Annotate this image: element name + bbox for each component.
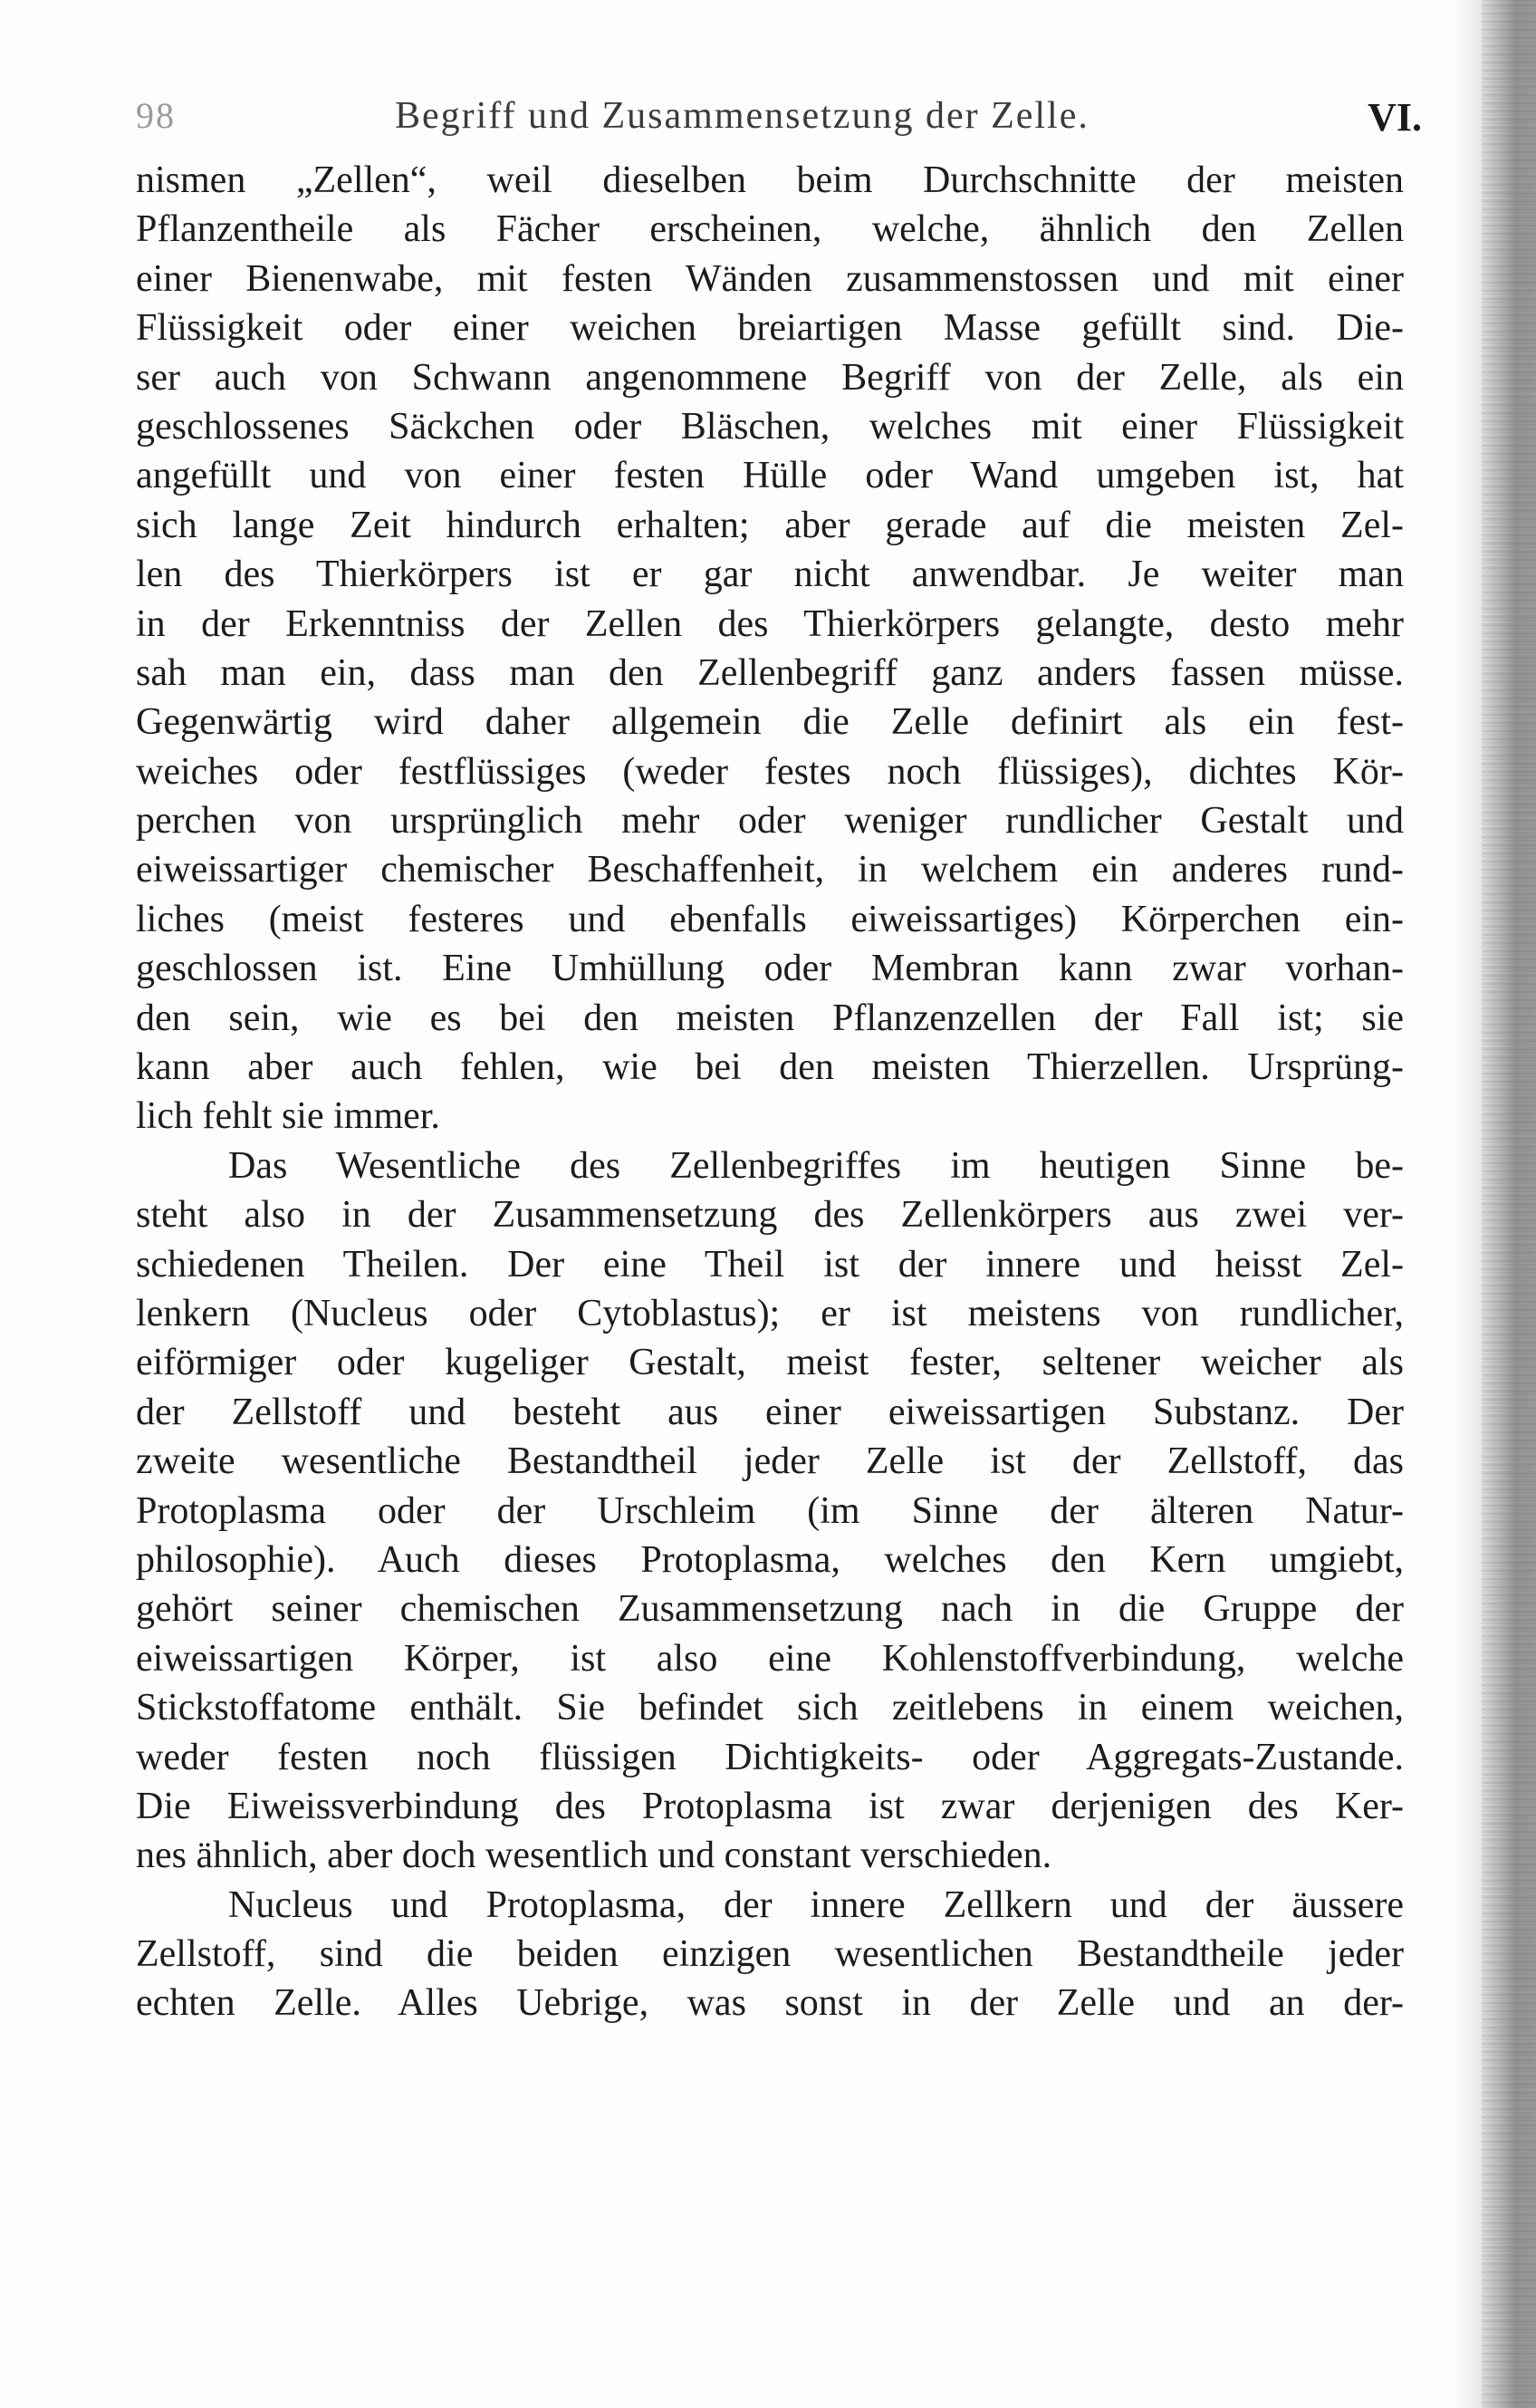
text-line: Die Eiweissverbindung des Protoplasma ist zwar derjenigen des Ker-: [136, 1785, 1404, 1827]
text-line: Stickstoffatome enthält. Sie befindet sich zeitlebens in einem weichen,: [136, 1687, 1404, 1729]
paragraph-first-line: Nucleus und Protoplasma, der innere Zellkern und der äussere: [228, 1883, 1404, 1926]
text-line: eiweissartigen Körper, ist also eine Kohlenstoffverbindung, welche: [136, 1637, 1404, 1680]
text-line: len des Thierkörpers ist er gar nicht anwendbar. Je weiter man: [136, 554, 1404, 596]
text-line: nes ähnlich, aber doch wesentlich und constant verschieden.: [136, 1835, 1052, 1877]
text-line: weiches oder festflüssiges (weder festes noch flüssiges), dichtes Kör-: [136, 750, 1404, 793]
page-header: [136, 94, 1422, 149]
text-line: Pflanzentheile als Fächer erscheinen, welche, ähnlich den Zellen: [136, 208, 1404, 251]
text-line: schiedenen Theilen. Der eine Theil ist der innere und heisst Zel-: [136, 1243, 1404, 1286]
text-line: den sein, wie es bei den meisten Pflanzenzellen der Fall ist; sie: [136, 997, 1404, 1039]
text-line: ser auch von Schwann angenommene Begriff von der Zelle, als ein: [136, 356, 1404, 399]
chapter-number: VI.: [1368, 95, 1422, 140]
text-line: der Zellstoff und besteht aus einer eiweissartigen Substanz. Der: [136, 1391, 1404, 1433]
text-line: sich lange Zeit hindurch erhalten; aber gerade auf die meisten Zel-: [136, 504, 1404, 546]
text-line: eiförmiger oder kugeliger Gestalt, meist fester, seltener weicher als: [136, 1342, 1404, 1384]
text-line: lich fehlt sie immer.: [136, 1095, 440, 1138]
text-line: gehört seiner chemischen Zusammensetzung nach in die Gruppe der: [136, 1588, 1404, 1631]
text-line: einer Bienenwabe, mit festen Wänden zusammenstossen und mit einer: [136, 257, 1404, 300]
text-line: echten Zelle. Alles Uebrige, was sonst in der Zelle und an der-: [136, 1982, 1404, 2025]
text-line: perchen von ursprünglich mehr oder weniger rundlicher Gestalt und: [136, 800, 1404, 843]
text-line: in der Erkenntniss der Zellen des Thierkörpers gelangte, desto mehr: [136, 602, 1404, 645]
page-edge-texture: [1482, 0, 1536, 2408]
body-text: [136, 156, 1404, 2028]
text-line: geschlossen ist. Eine Umhüllung oder Membran kann zwar vorhan-: [136, 948, 1404, 990]
text-line: Protoplasma oder der Urschleim (im Sinne der älteren Natur-: [136, 1489, 1404, 1532]
text-line: nismen „Zellen“, weil dieselben beim Durchschnitte der meisten: [136, 159, 1404, 201]
text-line: zweite wesentliche Bestandtheil jeder Zelle ist der Zellstoff, das: [136, 1440, 1404, 1483]
text-line: Zellstoff, sind die beiden einzigen wesentlichen Bestandtheile jeder: [136, 1933, 1404, 1976]
text-line: kann aber auch fehlen, wie bei den meisten Thierzellen. Ursprüng-: [136, 1046, 1404, 1089]
text-line: Flüssigkeit oder einer weichen breiartigen Masse gefüllt sind. Die-: [136, 307, 1404, 350]
text-line: liches (meist festeres und ebenfalls eiweissartiges) Körperchen ein-: [136, 898, 1404, 940]
text-line: geschlossenes Säckchen oder Bläschen, welches mit einer Flüssigkeit: [136, 405, 1404, 448]
paragraph-first-line: Das Wesentliche des Zellenbegriffes im heutigen Sinne be-: [228, 1144, 1404, 1187]
text-line: lenkern (Nucleus oder Cytoblastus); er ist meistens von rundlicher,: [136, 1292, 1404, 1334]
text-line: angefüllt und von einer festen Hülle oder Wand umgeben ist, hat: [136, 455, 1404, 497]
text-line: eiweissartiger chemischer Beschaffenheit, in welchem ein anderes rund-: [136, 849, 1404, 891]
page-number: 98: [136, 95, 176, 136]
text-line: philosophie). Auch dieses Protoplasma, welches den Kern umgiebt,: [136, 1538, 1404, 1581]
running-title: Begriff und Zusammensetzung der Zelle.: [395, 95, 1090, 137]
text-line: steht also in der Zusammensetzung des Zellenkörpers aus zwei ver-: [136, 1194, 1404, 1237]
text-line: sah man ein, dass man den Zellenbegriff ganz anders fassen müsse.: [136, 651, 1404, 694]
text-line: Gegenwärtig wird daher allgemein die Zelle definirt als ein fest-: [136, 701, 1404, 744]
text-line: weder festen noch flüssigen Dichtigkeits- oder Aggregats-Zustande.: [136, 1736, 1404, 1778]
